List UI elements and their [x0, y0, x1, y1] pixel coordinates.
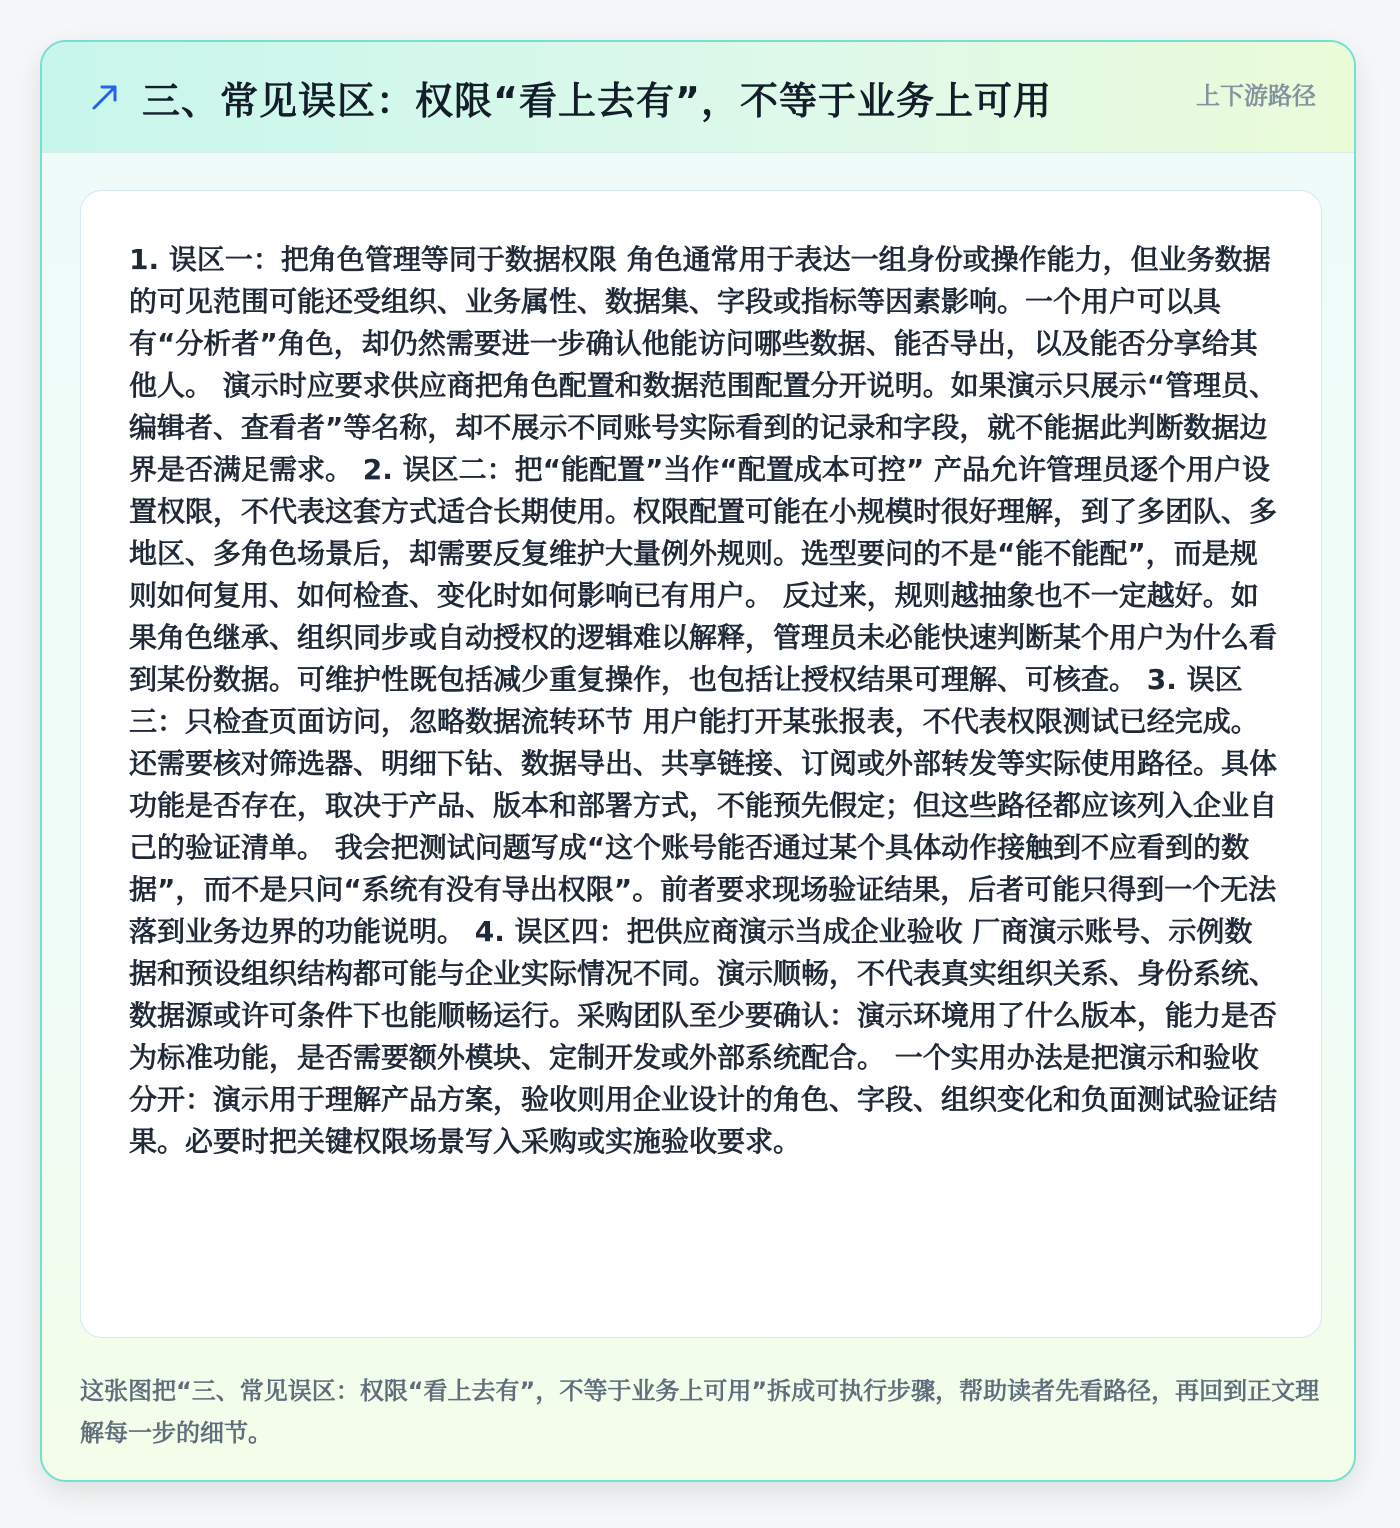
card-header: [42, 42, 1354, 153]
body-paragraph: 1. 误区一：把角色管理等同于数据权限 角色通常用于表达一组身份或操作能力，但业务数据的可见范围可能还受组织、业务属性、数据集、字段或指标等因素影响。一个用户可以具有“分析者”角色，却仍然需要进一步确认他能访问哪些数据、能否导出，以及能否分享给其他人。 演示时应要求供应商把角色配置和数据范围配置分开说明。如果演示只展示“管理员、编辑者、查看者”等名称，却不展示不同账号实际看到的记录和字段，就不能据此判断数据边界是否满足需求。 2. 误区二：把“能配置”当作“配置成本可控” 产品允许管理员逐个用户设置权限，不代表这套方式适合长期使用。权限配置可能在小规模时很好理解，到了多团队、多地区、多角色场景后，却需要反复维护大量例外规则。选型要问的不是“能不能配”，而是规则如何复用、如何检查、变化时如何影响已有用户。 反过来，规则越抽象也不一定越好。如果角色继承、组织同步或自动授权的逻辑难以解释，管理员未必能快速判断某个用户为什么看到某份数据。可维护性既包括减少重复操作，也包括让授权结果可理解、可核查。 3. 误区三：只检查页面访问，忽略数据流转环节 用户能打开某张报表，不代表权限测试已经完成。还需要核对筛选器、明细下钻、数据导出、共享链接、订阅或外部转发等实际使用路径。具体功能是否存在，取决于产品、版本和部署方式，不能预先假定；但这些路径都应该列入企业自己的验证清单。 我会把测试问题写成“这个账号能否通过某个具体动作接触到不应看到的数据”，而不是只问“系统有没有导出权限”。前者要求现场验证结果，后者可能只得到一个无法落到业务边界的功能说明。 4. 误区四：把供应商演示当成企业验收 厂商演示账号、示例数据和预设组织结构都可能与企业实际情况不同。演示顺畅，不代表真实组织关系、身份系统、数据源或许可条件下也能顺畅运行。采购团队至少要确认：演示环境用了什么版本，能力是否为标准功能，是否需要额外模块、定制开发或外部系统配合。 一个实用办法是把演示和验收分开：演示用于理解产品方案，验收则用企业设计的角色、字段、组织变化和负面测试验证结果。必要时把关键权限场景写入采购或实施验收要求。: [129, 243, 1278, 1158]
content-panel: [80, 190, 1322, 1338]
arrow-up-right-icon: [88, 80, 122, 114]
figure-caption: 这张图把“三、常见误区：权限“看上去有”，不等于业务上可用”拆成可执行步骤，帮助读者先看路径，再回到正文理解每一步的细节。: [80, 1377, 1320, 1447]
page-title: 三、常见误区：权限“看上去有”，不等于业务上可用: [142, 79, 1052, 123]
section-card: [40, 40, 1356, 1482]
header-tag: 上下游路径: [1196, 82, 1316, 110]
